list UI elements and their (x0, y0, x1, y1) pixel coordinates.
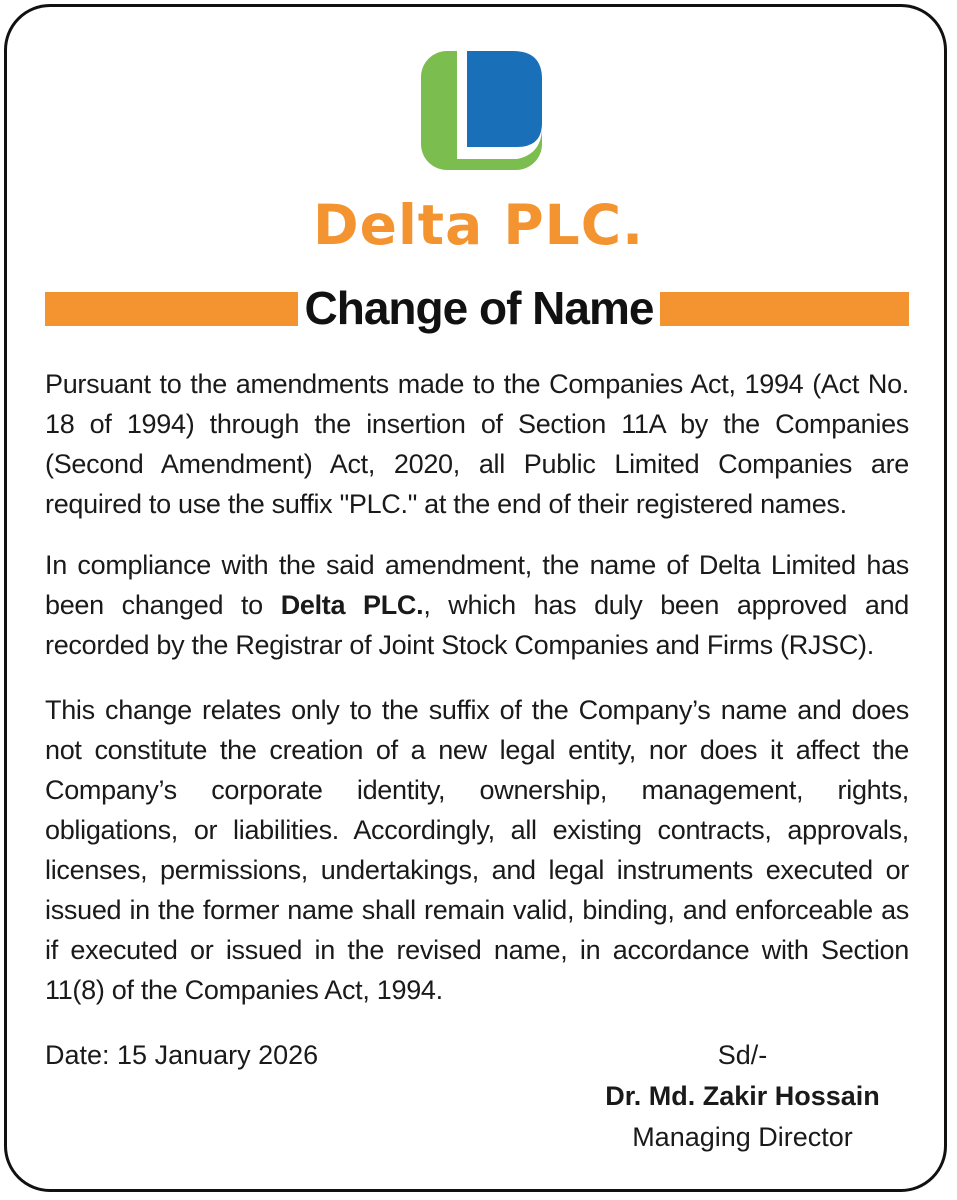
new-company-name: Delta PLC. (280, 590, 424, 620)
company-name: Delta PLC. (313, 193, 644, 257)
paragraph-amendment: Pursuant to the amendments made to the Companies Act, 1994 (Act No. 18 of 1994) through the insertion of Section 11A by the Companies (Second Amendment) Act, 2020, all Public Limited Companies are required to use the suffix "PLC." at the end of their registered names. (45, 369, 909, 519)
delta-logo-icon (421, 51, 542, 170)
title-rule-left (45, 292, 298, 326)
notice-title: Change of Name (304, 282, 654, 334)
paragraph-compliance (45, 545, 909, 665)
paragraph-effect: This change relates only to the suffix of the Company’s name and does not constitute the creation of a new legal entity, nor does it affect the Company’s corporate identity, ownership, management, rights, obligations, or liabilities. Accordingly, all existing contracts, approvals, licenses, permissions, undertakings, and legal instruments executed or issued in the former name shall remain valid, binding, and enforceable as if executed or issued in the revised name, in accordance with Section 11(8) of the Companies Act, 1994. (45, 695, 909, 1005)
signature-block (560, 1035, 925, 1158)
title-rule-right (660, 292, 909, 326)
signatory-title: Managing Director (632, 1122, 853, 1152)
signed-mark: Sd/- (717, 1040, 768, 1070)
paragraph-compliance-text-1: In compliance with the said amendment, the name of Delta Limited has been changed to (45, 550, 909, 620)
signatory-name: Dr. Md. Zakir Hossain (605, 1081, 880, 1111)
paragraph-compliance-text-2: , which has duly been approved and recorded by the Registrar of Joint Stock Companies and Firms (RJSC). (45, 590, 909, 660)
logo-blue-shape (467, 51, 542, 147)
notice-date: Date: 15 January 2026 (45, 1040, 319, 1070)
